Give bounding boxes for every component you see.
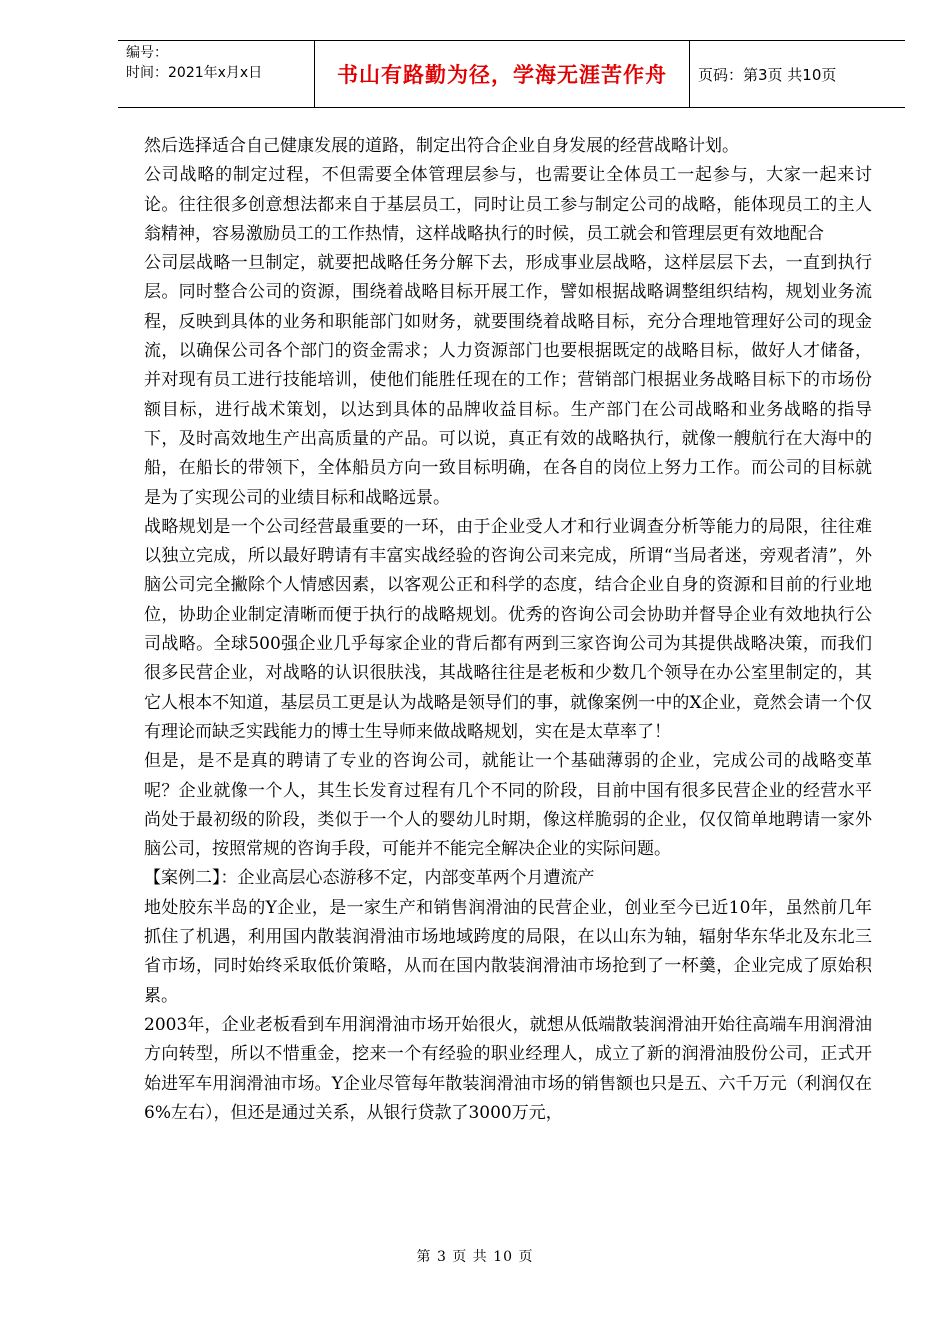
header-motto-cell	[315, 41, 690, 107]
header-page-cell	[690, 41, 905, 107]
paragraph: 公司层战略一旦制定，就要把战略任务分解下去，形成事业层战略，这样层层下去，一直到执行层。同时整合公司的资源，围绕着战略目标开展工作，譬如根据战略调整组织结构，规划业务流程，反映到具体的业务和职能部门如财务，就要围绕着战略目标，充分合理地管理好公司的现金流，以确保公司各个部门的资金需求；人力资源部门也要根据既定的战略目标，做好人才储备，并对现有员工进行技能培训，使他们能胜任现在的工作；营销部门根据业务战略目标下的市场份额目标，进行战术策划，以达到具体的品牌收益目标。生产部门在公司战略和业务战略的指导下，及时高效地生产出高质量的产品。可以说，真正有效的战略执行，就像一艘航行在大海中的船，在船长的带领下，全体船员方向一致目标明确，在各自的岗位上努力工作。而公司的目标就是为了实现公司的业绩目标和战略远景。	[144, 253, 872, 508]
page-header	[118, 40, 905, 108]
paragraph: 但是，是不是真的聘请了专业的咨询公司，就能让一个基础薄弱的企业，完成公司的战略变革呢？企业就像一个人，其生长发育过程有几个不同的阶段，目前中国有很多民营企业的经营水平尚处于最初级的阶段，类似于一个人的婴幼儿时期，像这样脆弱的企业，仅仅简单地聘请一家外脑公司，按照常规的咨询手段，可能并不能完全解决企业的实际问题。	[144, 751, 872, 860]
footer-page-number: 第 3 页 共 10 页	[416, 1249, 534, 1265]
motto-text: 书山有路勤为径，学海无涯苦作舟	[337, 63, 667, 87]
case-heading: 【案例二】：企业高层心态游移不定，内部变革两个月遭流产	[144, 868, 595, 889]
paragraph: 地处胶东半岛的Y企业，是一家生产和销售润滑油的民营企业，创业至今已近10年，虽然前几年抓住了机遇，利用国内散装润滑油市场地域跨度的局限，在以山东为轴，辐射华东华北及东北三省市场，同时始终采取低价策略，从而在国内散装润滑油市场抢到了一杯羹，企业完成了原始积累。	[144, 897, 872, 1006]
page-label: 页码：第3页 共10页	[698, 65, 837, 84]
paragraph: 2003年，企业老板看到车用润滑油市场开始很火，就想从低端散装润滑油开始往高端车用润滑油方向转型，所以不惜重金，挖来一个有经验的职业经理人，成立了新的润滑油股份公司，正式开始进军车用润滑油市场。Y企业尽管每年散装润滑油市场的销售额也只是五、六千万元（利润仅在6%左右），但还是通过关系，从银行贷款了3000万元，	[144, 1014, 872, 1123]
paragraph: 公司战略的制定过程，不但需要全体管理层参与，也需要让全体员工一起参与，大家一起来讨论。往往很多创意想法都来自于基层员工，同时让员工参与制定公司的战略，能体现员工的主人翁精神，容易激励员工的工作热情，这样战略执行的时候，员工就会和管理层更有效地配合	[144, 165, 872, 244]
paragraph: 战略规划是一个公司经营最重要的一环，由于企业受人才和行业调查分析等能力的局限，往往难以独立完成，所以最好聘请有丰富实战经验的咨询公司来完成，所谓“当局者迷，旁观者清”，外脑公司完全撇除个人情感因素，以客观公正和科学的态度，结合企业自身的资源和目前的行业地位，协助企业制定清晰而便于执行的战略规划。优秀的咨询公司会协助并督导企业有效地执行公司战略。全球500强企业几乎每家企业的背后都有两到三家咨询公司为其提供战略决策，而我们很多民营企业，对战略的认识很肤浅，其战略往往是老板和少数几个领导在办公室里制定的，其它人根本不知道，基层员工更是认为战略是领导们的事，就像案例一中的X企业，竟然会请一个仅有理论而缺乏实践能力的博士生导师来做战略规划，实在是太草率了！	[144, 516, 872, 742]
page-footer	[0, 1246, 950, 1266]
number-label: 编号：	[126, 45, 168, 61]
time-label: 时间：2021年x月x日	[126, 65, 263, 81]
document-body	[144, 132, 872, 1128]
header-meta-cell	[118, 41, 315, 107]
paragraph: 然后选择适合自己健康发展的道路，制定出符合企业自身发展的经营战略计划。	[144, 136, 739, 156]
